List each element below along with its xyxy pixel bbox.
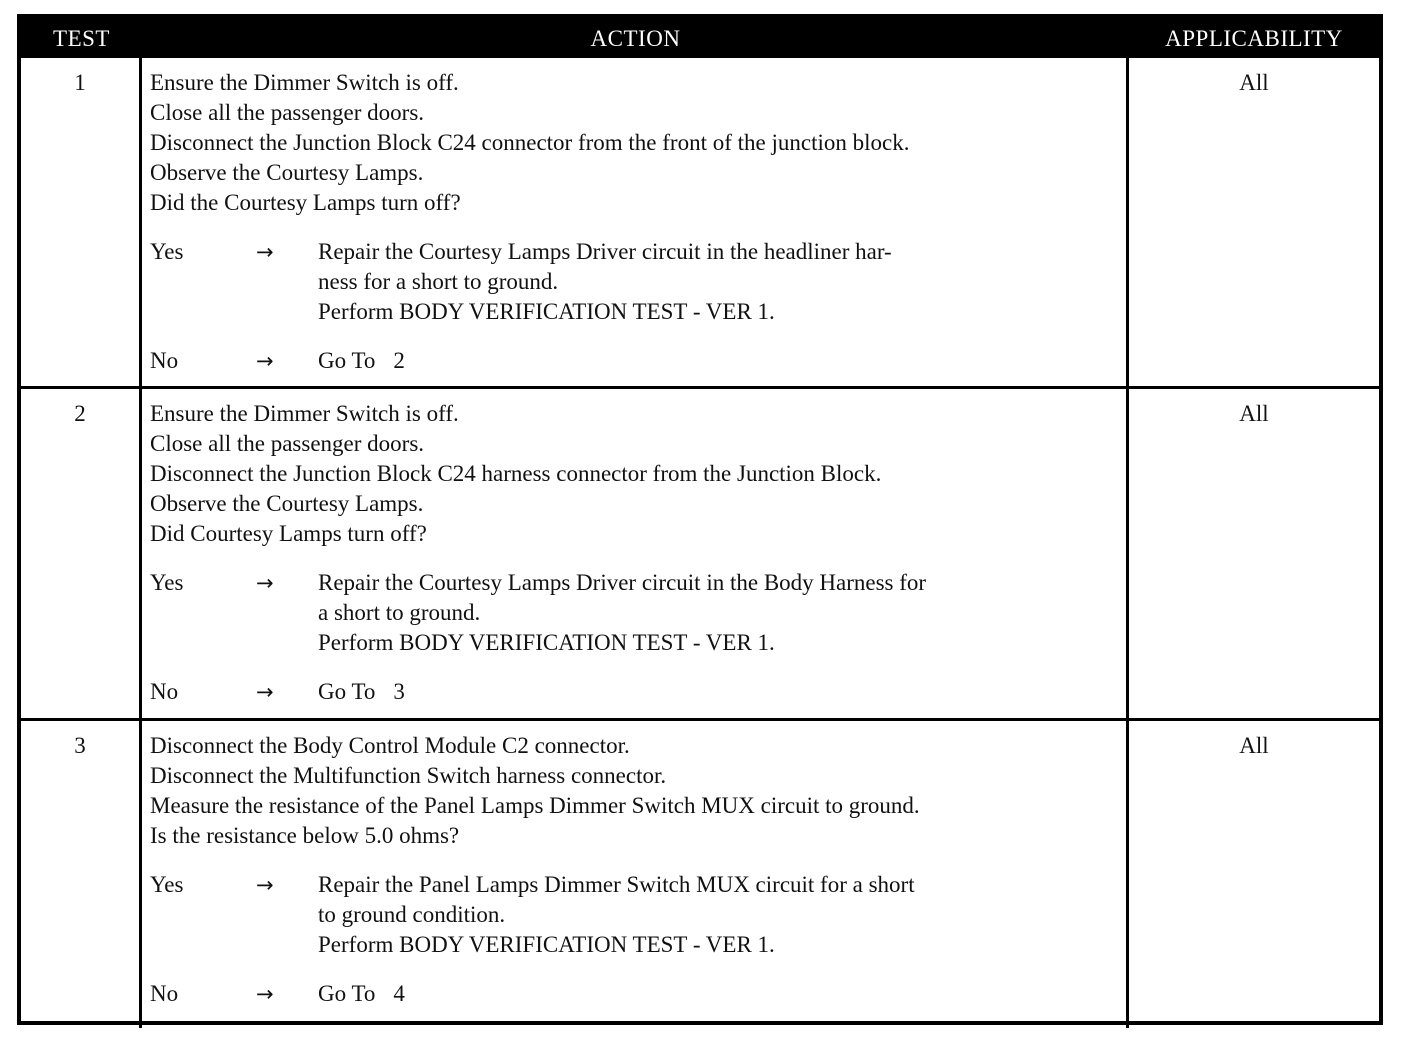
step-text: Observe the Courtesy Lamps. bbox=[150, 160, 424, 185]
no-label: No bbox=[150, 679, 179, 704]
step-text: Did Courtesy Lamps turn off? bbox=[150, 521, 427, 546]
no-outcome bbox=[150, 677, 1126, 707]
yes-outcome bbox=[150, 568, 1126, 658]
goto-step-link[interactable]: 3 bbox=[393, 679, 405, 704]
arrow-right-icon: → bbox=[256, 240, 274, 264]
yes-result-line: a short to ground. bbox=[318, 600, 481, 625]
step-text: Ensure the Dimmer Switch is off. bbox=[150, 70, 459, 95]
step-text: Close all the passenger doors. bbox=[150, 100, 425, 125]
applicability-1: All bbox=[1129, 58, 1379, 389]
no-result bbox=[318, 979, 1126, 1009]
goto-text: Go To bbox=[318, 679, 376, 704]
yes-label: Yes bbox=[150, 239, 184, 264]
goto-text: Go To bbox=[318, 348, 376, 373]
test-number-3: 3 bbox=[21, 721, 142, 1028]
yes-result-line: Repair the Courtesy Lamps Driver circuit in the headliner har- bbox=[318, 239, 892, 264]
diagnostic-test-table bbox=[17, 14, 1383, 1025]
header-test: TEST bbox=[21, 18, 142, 58]
goto-step-link[interactable]: 2 bbox=[393, 348, 405, 373]
no-label: No bbox=[150, 348, 179, 373]
yes-label: Yes bbox=[150, 872, 184, 897]
no-label: No bbox=[150, 981, 179, 1006]
no-result bbox=[318, 677, 1126, 707]
header-action: ACTION bbox=[142, 18, 1129, 58]
goto-text: Go To bbox=[318, 981, 376, 1006]
yes-result-line: Repair the Panel Lamps Dimmer Switch MUX circuit for a short bbox=[318, 872, 915, 897]
step-text: Observe the Courtesy Lamps. bbox=[150, 491, 424, 516]
test-number-1: 1 bbox=[21, 58, 142, 389]
action-cell-3 bbox=[142, 721, 1129, 1028]
yes-result-line: Perform BODY VERIFICATION TEST - VER 1. bbox=[318, 299, 775, 324]
yes-outcome bbox=[150, 237, 1126, 327]
step-text: Disconnect the Multifunction Switch harness connector. bbox=[150, 763, 667, 788]
arrow-right-icon: → bbox=[256, 571, 274, 595]
applicability-3: All bbox=[1239, 733, 1269, 758]
yes-result bbox=[318, 870, 1126, 960]
outcomes bbox=[150, 237, 1126, 376]
action-cell-2 bbox=[142, 389, 1129, 721]
arrow-right-icon: → bbox=[256, 873, 274, 897]
header-applicability: APPLICABILITY bbox=[1129, 18, 1379, 58]
step-text: Is the resistance below 5.0 ohms? bbox=[150, 823, 460, 848]
yes-result-line: Perform BODY VERIFICATION TEST - VER 1. bbox=[318, 932, 775, 957]
arrow-right-icon: → bbox=[256, 680, 274, 704]
step-text: Disconnect the Junction Block C24 harness connector from the Junction Block. bbox=[150, 461, 882, 486]
yes-result-line: Perform BODY VERIFICATION TEST - VER 1. bbox=[318, 630, 775, 655]
step-text: Disconnect the Junction Block C24 connector from the front of the junction block. bbox=[150, 130, 910, 155]
step-text: Measure the resistance of the Panel Lamps Dimmer Switch MUX circuit to ground. bbox=[150, 793, 920, 818]
arrow-right-icon: → bbox=[256, 982, 274, 1006]
yes-outcome bbox=[150, 870, 1126, 960]
action-cell-1 bbox=[142, 58, 1129, 389]
arrow-right-icon: → bbox=[256, 349, 274, 373]
outcomes bbox=[150, 870, 1126, 1009]
yes-result-line: to ground condition. bbox=[318, 902, 506, 927]
yes-label: Yes bbox=[150, 570, 184, 595]
yes-result-line: Repair the Courtesy Lamps Driver circuit in the Body Harness for bbox=[318, 570, 927, 595]
step-text: Did the Courtesy Lamps turn off? bbox=[150, 190, 461, 215]
no-outcome bbox=[150, 979, 1126, 1009]
no-outcome bbox=[150, 346, 1126, 376]
applicability-2: All bbox=[1129, 389, 1379, 721]
goto-step-link[interactable]: 4 bbox=[393, 981, 405, 1006]
yes-result-line: ness for a short to ground. bbox=[318, 269, 559, 294]
yes-result bbox=[318, 568, 1126, 658]
test-number-2: 2 bbox=[21, 389, 142, 721]
step-text: Disconnect the Body Control Module C2 connector. bbox=[150, 733, 630, 758]
yes-result bbox=[318, 237, 1126, 327]
step-text: Close all the passenger doors. bbox=[150, 431, 425, 456]
outcomes bbox=[150, 568, 1126, 707]
step-text: Ensure the Dimmer Switch is off. bbox=[150, 401, 459, 426]
no-result bbox=[318, 346, 1126, 376]
